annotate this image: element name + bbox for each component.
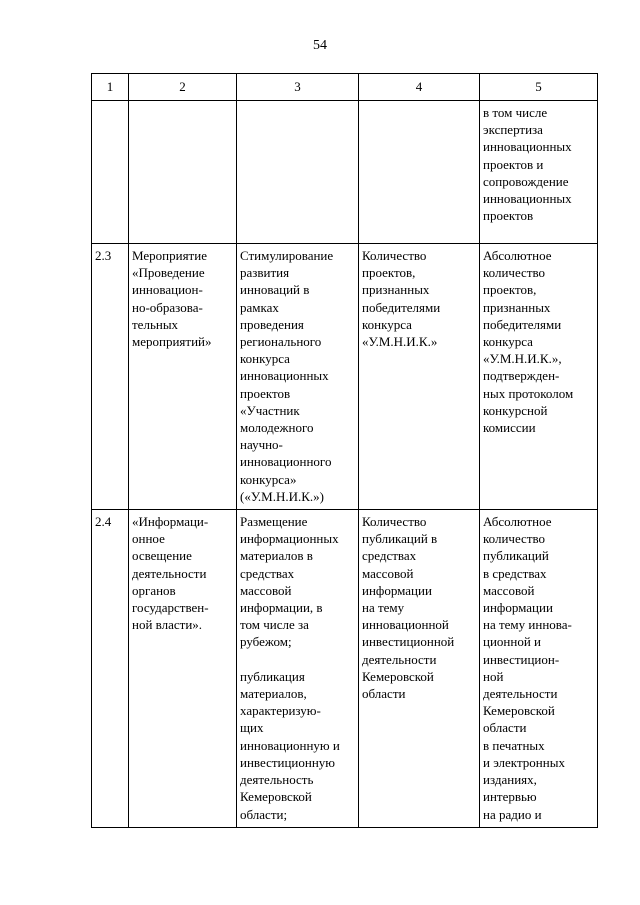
row-number-cell: 2.4	[92, 510, 129, 828]
indicator-method-cell: Абсолютное количество проектов, признанных победителями конкурса «У.М.Н.И.К.», подтвержден- ных протоколом конкурсной комиссии	[480, 244, 598, 510]
activity-description-cell: Стимулирование развития инноваций в рамках проведения регионального конкурса инновационных проектов «Участник молодежного научно- инновационного конкурса» («У.М.Н.И.К.»)	[237, 244, 359, 510]
indicator-name-cell: Количество проектов, признанных победителями конкурса «У.М.Н.И.К.»	[359, 244, 480, 510]
event-name-cell: Мероприятие «Проведение инновацион- но-образова- тельных мероприятий»	[129, 244, 237, 510]
row-number-cell	[92, 101, 129, 244]
indicator-name-cell	[359, 101, 480, 244]
column-number-header-row	[92, 74, 598, 101]
column-number-4: 4	[359, 74, 480, 101]
indicator-method-cell: в том числе экспертиза инновационных проектов и сопровождение инновационных проектов	[480, 101, 598, 244]
activity-description-cell	[237, 101, 359, 244]
column-number-1: 1	[92, 74, 129, 101]
column-number-3: 3	[237, 74, 359, 101]
event-name-cell	[129, 101, 237, 244]
event-name-cell: «Информаци- онное освещение деятельности органов государствен- ной власти».	[129, 510, 237, 828]
table-row-2-4	[92, 510, 598, 828]
row-number-cell: 2.3	[92, 244, 129, 510]
table-row-continuation	[92, 101, 598, 244]
indicator-name-cell: Количество публикаций в средствах массовой информации на тему инновационной инвестиционной деятельности Кемеровской области	[359, 510, 480, 828]
indicator-table	[91, 73, 598, 828]
column-number-5: 5	[480, 74, 598, 101]
column-number-2: 2	[129, 74, 237, 101]
indicator-method-cell: Абсолютное количество публикаций в средствах массовой информации на тему иннова- ционной и инвестицион- ной деятельности Кемеровской области в печатных и электронных изданиях, интервью на радио и	[480, 510, 598, 828]
activity-description-cell: Размещение информационных материалов в средствах массовой информации, в том числе за рубежом; публикация материалов, характеризую- щих инновационную и инвестиционную деятельность Кемеровской области;	[237, 510, 359, 828]
table-row-2-3	[92, 244, 598, 510]
page-number: 54	[313, 38, 327, 53]
